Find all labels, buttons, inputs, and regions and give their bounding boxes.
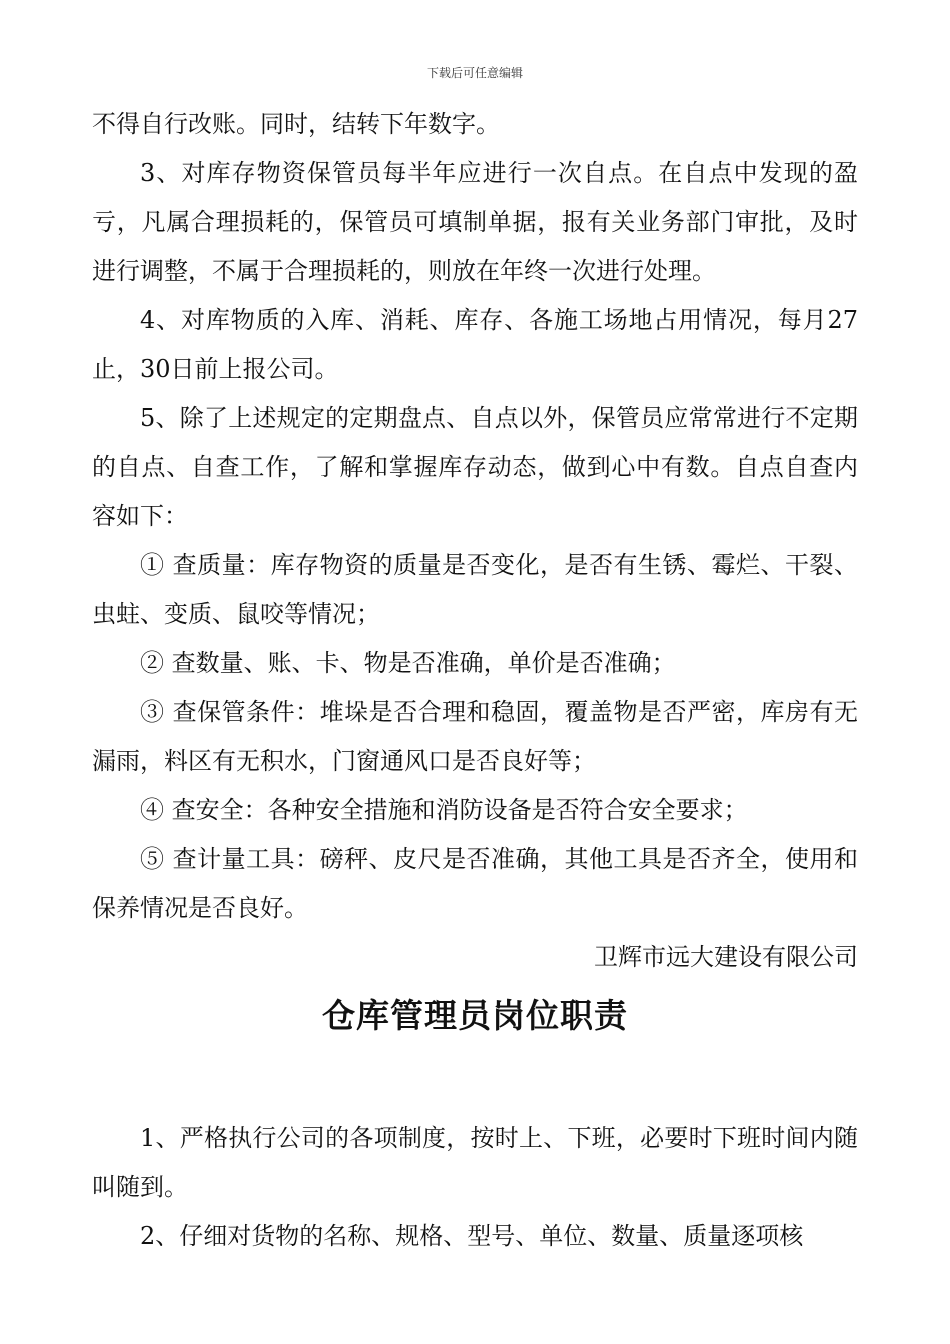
document-body (92, 100, 858, 1261)
page-header: 下载后可任意编辑 (426, 66, 523, 80)
paragraph: 4、对库物质的入库、消耗、库存、各施工场地占用情况，每月27止，30日前上报公司。 (92, 306, 858, 383)
paragraph: 不得自行改账。同时，结转下年数字。 (92, 110, 500, 138)
paragraph: 1、严格执行公司的各项制度，按时上、下班，必要时下班时间内随叫随到。 (92, 1124, 858, 1201)
company-signature: 卫辉市远大建设有限公司 (594, 943, 858, 971)
paragraph: ① 查质量：库存物资的质量是否变化，是否有生锈、霉烂、干裂、虫蛀、变质、鼠咬等情况； (92, 551, 858, 628)
section-title: 仓库管理员岗位职责 (322, 996, 628, 1035)
paragraph: 5、除了上述规定的定期盘点、自点以外，保管员应常常进行不定期的自点、自查工作，了解和掌握库存动态，做到心中有数。自点自查内容如下： (92, 404, 858, 530)
paragraph: ④ 查安全：各种安全措施和消防设备是否符合安全要求； (140, 796, 748, 824)
paragraph: ③ 查保管条件：堆垛是否合理和稳固，覆盖物是否严密，库房有无漏雨，料区有无积水，门窗通风口是否良好等； (92, 698, 858, 775)
paragraph: 3、对库存物资保管员每半年应进行一次自点。在自点中发现的盈亏，凡属合理损耗的，保管员可填制单据，报有关业务部门审批，及时进行调整，不属于合理损耗的，则放在年终一次进行处理。 (92, 159, 858, 285)
paragraph: 2、仔细对货物的名称、规格、型号、单位、数量、质量逐项核 (140, 1222, 804, 1250)
paragraph: ⑤ 查计量工具：磅秤、皮尺是否准确，其他工具是否齐全，使用和保养情况是否良好。 (92, 845, 858, 922)
paragraph: ② 查数量、账、卡、物是否准确，单价是否准确； (140, 649, 676, 677)
